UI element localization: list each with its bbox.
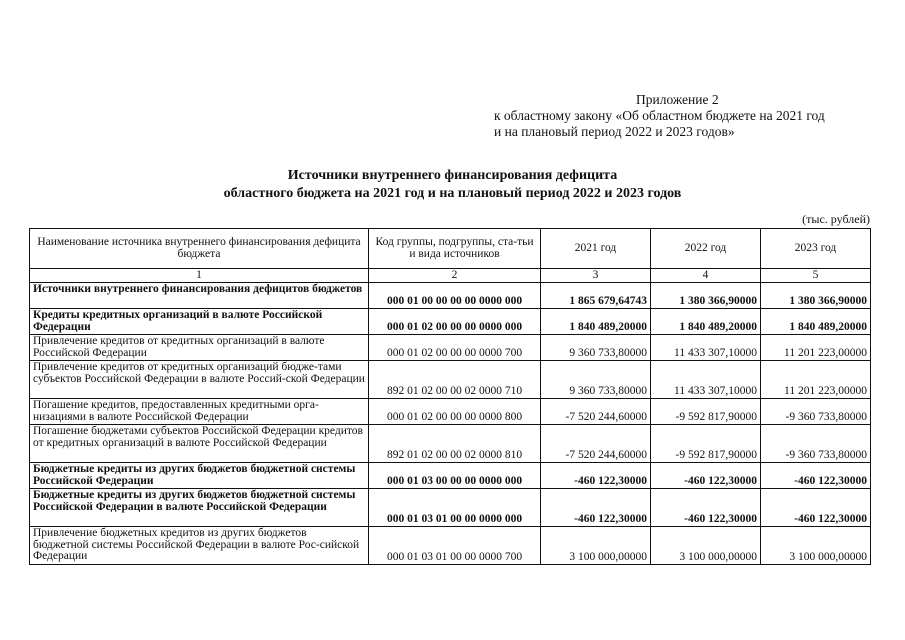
column-number: 4 — [651, 269, 761, 283]
row-value-2022: 1 840 489,20000 — [651, 309, 761, 335]
row-value-2021: 1 840 489,20000 — [541, 309, 651, 335]
row-value-2021: 3 100 000,00000 — [541, 527, 651, 565]
table-row — [30, 463, 871, 489]
table-row — [30, 489, 871, 527]
table-row — [30, 335, 871, 361]
appendix-note — [494, 92, 894, 140]
row-name: Привлечение кредитов от кредитных организаций в валюте Российской Федерации — [30, 335, 369, 361]
row-code: 000 01 03 01 00 00 0000 000 — [369, 489, 541, 527]
appendix-law-line: к областному закону «Об областном бюджете на 2021 год — [494, 108, 825, 123]
table-row — [30, 309, 871, 335]
row-value-2021: 9 360 733,80000 — [541, 361, 651, 399]
column-number-row — [30, 269, 871, 283]
table-row — [30, 283, 871, 309]
row-value-2021: -460 122,30000 — [541, 463, 651, 489]
table-header-row — [30, 229, 871, 269]
row-value-2021: 1 865 679,64743 — [541, 283, 651, 309]
row-value-2023: -9 360 733,80000 — [761, 425, 871, 463]
row-value-2022: -460 122,30000 — [651, 463, 761, 489]
row-value-2023: 11 201 223,00000 — [761, 361, 871, 399]
row-value-2022: 11 433 307,10000 — [651, 335, 761, 361]
row-code: 000 01 03 01 00 00 0000 700 — [369, 527, 541, 565]
row-value-2021: -7 520 244,60000 — [541, 399, 651, 425]
header-year-2023: 2023 год — [761, 229, 871, 269]
table-row — [30, 527, 871, 565]
document-title — [0, 167, 905, 203]
row-code: 000 01 00 00 00 00 0000 000 — [369, 283, 541, 309]
row-name: Бюджетные кредиты из других бюджетов бюджетной системы Российской Федерации в валюте Российской Федерации — [30, 489, 369, 527]
row-name: Кредиты кредитных организаций в валюте Российской Федерации — [30, 309, 369, 335]
row-value-2023: 11 201 223,00000 — [761, 335, 871, 361]
row-value-2022: -9 592 817,90000 — [651, 425, 761, 463]
row-value-2023: -9 360 733,80000 — [761, 399, 871, 425]
header-year-2021: 2021 год — [541, 229, 651, 269]
row-code: 000 01 02 00 00 00 0000 800 — [369, 399, 541, 425]
title-line-2: областного бюджета на 2021 год и на плановый период 2022 и 2023 годов — [223, 186, 682, 201]
title-line-1: Источники внутреннего финансирования дефицита — [287, 168, 618, 183]
row-value-2023: 3 100 000,00000 — [761, 527, 871, 565]
header-year-2022: 2022 год — [651, 229, 761, 269]
column-number: 5 — [761, 269, 871, 283]
column-number: 2 — [369, 269, 541, 283]
row-value-2022: 1 380 366,90000 — [651, 283, 761, 309]
row-name: Погашение бюджетами субъектов Российской Федерации кредитов от кредитных организаций в валюте Российской Федерации — [30, 425, 369, 463]
row-code: 892 01 02 00 00 02 0000 710 — [369, 361, 541, 399]
row-value-2023: 1 840 489,20000 — [761, 309, 871, 335]
row-name: Источники внутреннего финансирования дефицитов бюджетов — [30, 283, 369, 309]
row-value-2021: 9 360 733,80000 — [541, 335, 651, 361]
row-value-2023: -460 122,30000 — [761, 489, 871, 527]
row-value-2023: -460 122,30000 — [761, 463, 871, 489]
row-name: Привлечение кредитов от кредитных организаций бюдже-тами субъектов Российской Федерации в валюте Россий-ской Федерации — [30, 361, 369, 399]
column-number: 1 — [30, 269, 369, 283]
header-source-name: Наименование источника внутреннего финансирования дефицита бюджета — [30, 229, 369, 269]
row-value-2022: 11 433 307,10000 — [651, 361, 761, 399]
appendix-number: Приложение 2 — [636, 92, 719, 107]
row-code: 000 01 03 00 00 00 0000 000 — [369, 463, 541, 489]
row-name: Бюджетные кредиты из других бюджетов бюджетной системы Российской Федерации — [30, 463, 369, 489]
column-number: 3 — [541, 269, 651, 283]
table-row — [30, 361, 871, 399]
table-row — [30, 425, 871, 463]
row-code: 000 01 02 00 00 00 0000 000 — [369, 309, 541, 335]
row-value-2022: 3 100 000,00000 — [651, 527, 761, 565]
row-name: Погашение кредитов, предоставленных кредитными орга-низациями в валюте Российской Федерации — [30, 399, 369, 425]
row-value-2021: -460 122,30000 — [541, 489, 651, 527]
row-code: 892 01 02 00 00 02 0000 810 — [369, 425, 541, 463]
appendix-period-line: и на плановый период 2022 и 2023 годов» — [494, 124, 735, 139]
row-name: Привлечение бюджетных кредитов из других бюджетов бюджетной системы Российской Федерации в валюте Рос-сийской Федерации — [30, 527, 369, 565]
header-code: Код группы, подгруппы, ста-тьи и вида источников — [369, 229, 541, 269]
table-row — [30, 399, 871, 425]
row-value-2023: 1 380 366,90000 — [761, 283, 871, 309]
row-value-2022: -9 592 817,90000 — [651, 399, 761, 425]
row-code: 000 01 02 00 00 00 0000 700 — [369, 335, 541, 361]
row-value-2022: -460 122,30000 — [651, 489, 761, 527]
row-value-2021: -7 520 244,60000 — [541, 425, 651, 463]
financing-sources-table — [29, 228, 871, 565]
units-label: (тыс. рублей) — [802, 212, 870, 226]
